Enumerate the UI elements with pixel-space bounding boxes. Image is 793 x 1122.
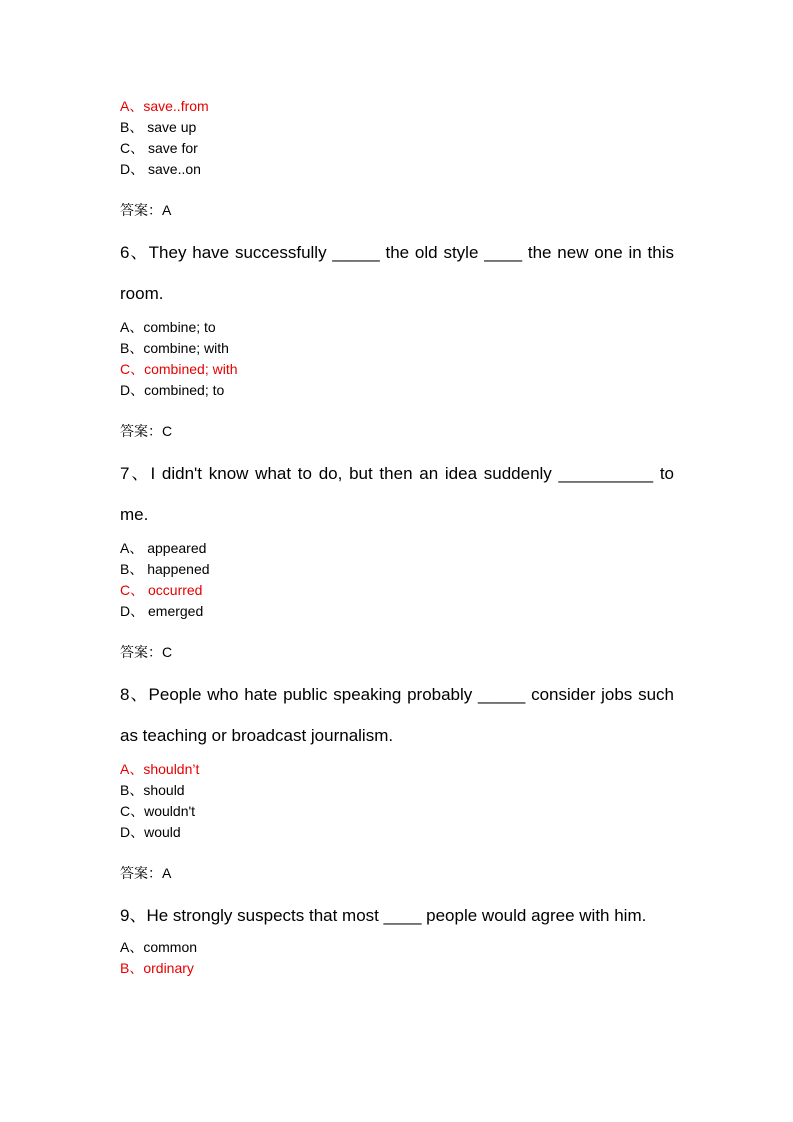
option-b: B、 happened [120, 561, 210, 577]
question-block-7 [120, 453, 674, 663]
option-c: C、 save for [120, 140, 198, 156]
question-block-9 [120, 895, 674, 979]
option-c: C、 occurred [120, 582, 203, 598]
answer-line: 答案：C [120, 423, 173, 439]
question-text: 6、They have successfully _____ the old style ____ the new one in this room. [120, 243, 674, 303]
option-a: A、combine; to [120, 319, 216, 335]
question-block-5 [120, 96, 674, 221]
answer-line: 答案：C [120, 644, 173, 660]
option-a: A、shouldn’t [120, 761, 200, 777]
question-text: 8、People who hate public speaking probably _____ consider jobs such as teaching or broadcast journalism. [120, 685, 674, 745]
option-d: D、 emerged [120, 603, 204, 619]
option-d: D、would [120, 824, 181, 840]
option-a: A、 appeared [120, 540, 207, 556]
question-block-8 [120, 674, 674, 884]
option-b: B、 save up [120, 119, 197, 135]
question-block-6 [120, 232, 674, 442]
option-d: D、 save..on [120, 161, 201, 177]
question-text: 7、I didn't know what to do, but then an idea suddenly __________ to me. [120, 464, 674, 524]
question-text: 9、He strongly suspects that most ____ people would agree with him. [120, 906, 647, 925]
option-b: B、ordinary [120, 960, 194, 976]
answer-line: 答案：A [120, 202, 172, 218]
answer-line: 答案：A [120, 865, 172, 881]
option-b: B、should [120, 782, 185, 798]
option-b: B、combine; with [120, 340, 229, 356]
option-c: C、combined; with [120, 361, 238, 377]
document-page [120, 96, 674, 979]
option-c: C、wouldn't [120, 803, 196, 819]
option-d: D、combined; to [120, 382, 225, 398]
option-a: A、save..from [120, 98, 209, 114]
option-a: A、common [120, 939, 198, 955]
